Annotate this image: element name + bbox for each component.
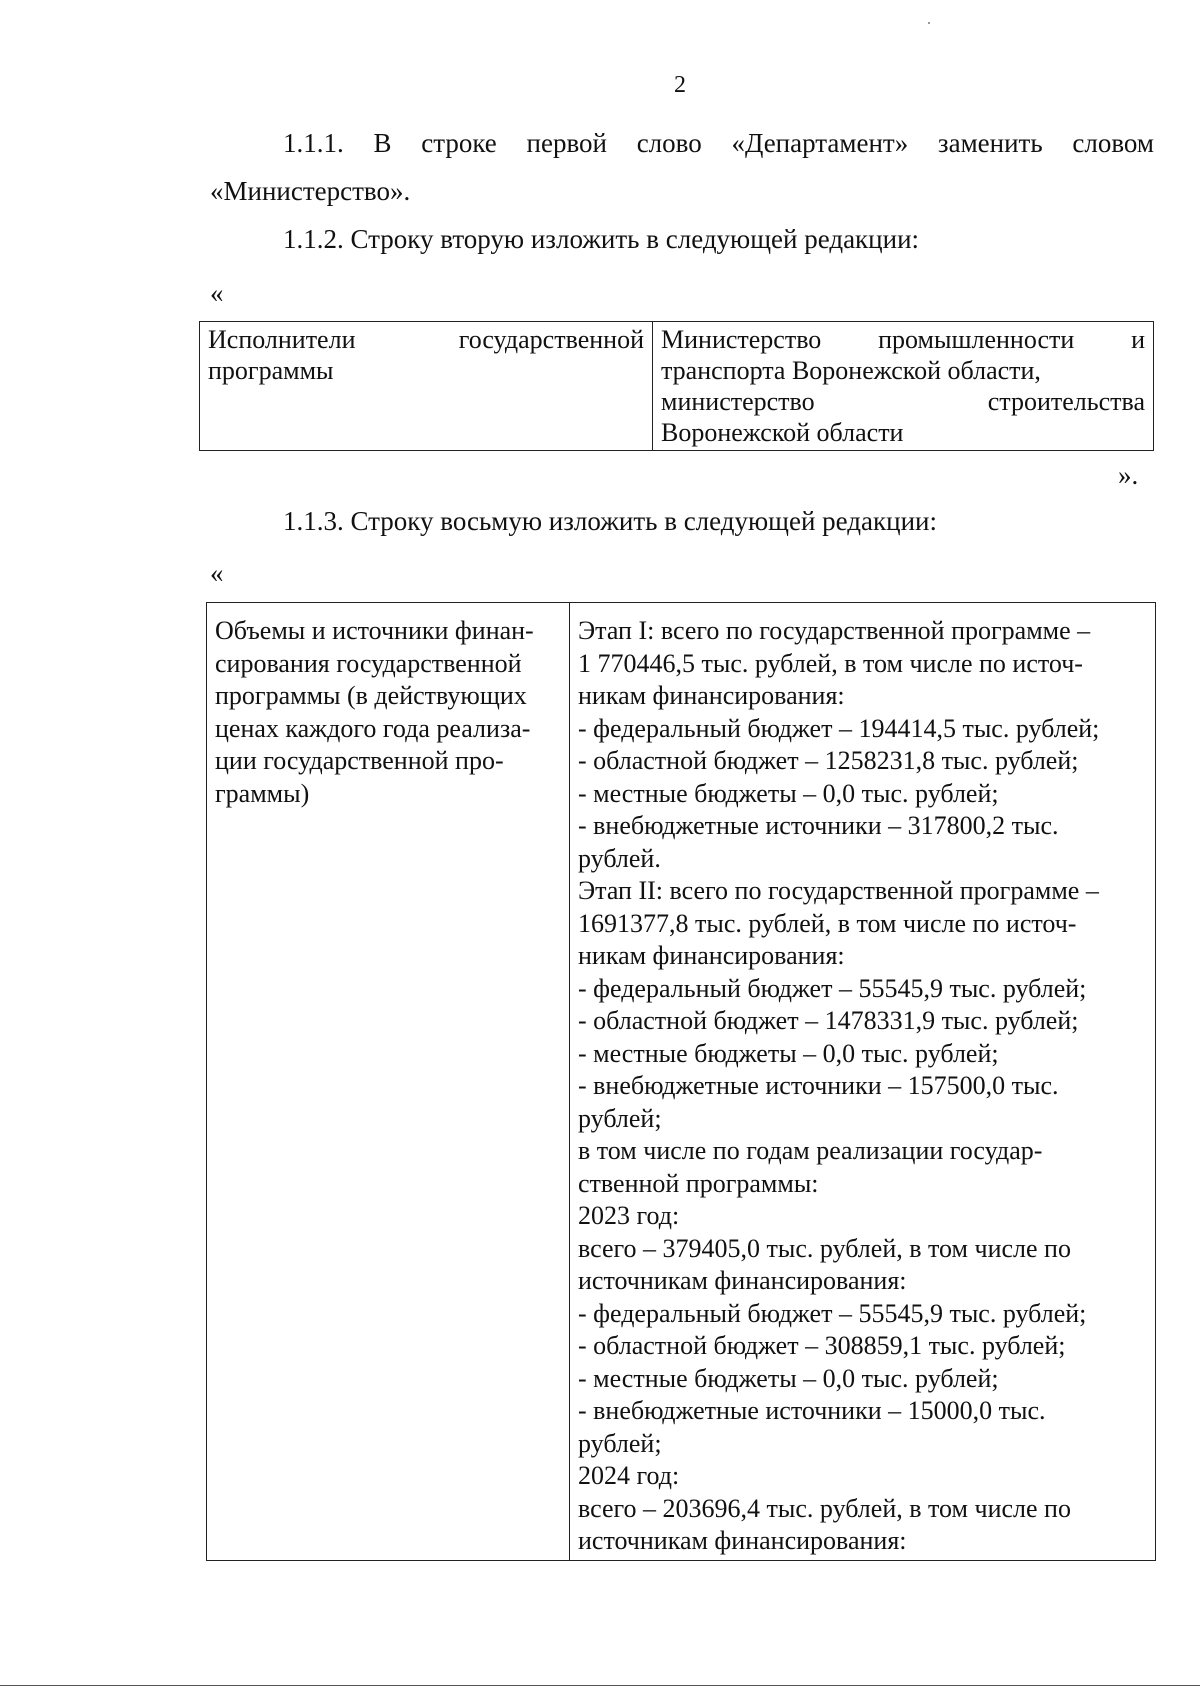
funding-value-line: Этап II: всего по государственной программе – (578, 876, 1099, 905)
item-1-1-1-line1: 1.1.1. В строке первой слово «Департамент» заменить словом (283, 128, 1154, 158)
funding-value-line: - областной бюджет – 308859,1 тыс. рублей; (578, 1331, 1066, 1360)
funding-value-line: всего – 379405,0 тыс. рублей, в том числе по (578, 1233, 1071, 1263)
funding-value-line: рублей; (578, 1103, 662, 1133)
item-1-1-1-line2: «Министерство». (210, 176, 411, 206)
open-quote-1: « (210, 278, 224, 308)
funding-label-line: Объемы и источники финан- (215, 616, 534, 645)
funding-table (206, 602, 1156, 1561)
funding-value-line: никам финансирования: (578, 681, 845, 710)
funding-value-line: - федеральный бюджет – 194414,5 тыс. рублей; (578, 713, 1100, 743)
funding-value-line: источникам финансирования: (578, 1526, 907, 1555)
executors-value-line2: транспорта Воронежской области, (661, 356, 1041, 385)
funding-value-line: - местные бюджеты – 0,0 тыс. рублей; (578, 1038, 999, 1068)
funding-value-line: рублей; (578, 1428, 662, 1458)
bottom-rule (0, 1685, 1200, 1686)
funding-value-line: рублей. (578, 843, 661, 873)
funding-value-line: Этап I: всего по государственной программе – (578, 616, 1091, 645)
funding-value-cell (570, 603, 1156, 1561)
executors-label-cell (200, 322, 653, 451)
item-1-1-3: 1.1.3. Строку восьмую изложить в следующей редакции: (283, 506, 937, 536)
funding-value-line: ственной программы: (578, 1168, 819, 1198)
funding-value-line: - федеральный бюджет – 55545,9 тыс. рублей; (578, 1298, 1087, 1328)
funding-label-line: сирования государственной (215, 648, 522, 678)
funding-value-line: 1691377,8 тыс. рублей, в том числе по источ- (578, 908, 1077, 938)
funding-label-cell (207, 603, 570, 1561)
executors-label-b: государственной (458, 325, 644, 354)
funding-value-line: источникам финансирования: (578, 1266, 907, 1295)
executors-value-line1: Министерство промышленности и (661, 325, 1145, 354)
page-number: 2 (674, 72, 686, 98)
scan-speck (928, 22, 930, 24)
funding-value-line: - местные бюджеты – 0,0 тыс. рублей; (578, 1363, 999, 1393)
funding-label-line: ции государственной про- (215, 746, 504, 775)
funding-value-line: - федеральный бюджет – 55545,9 тыс. рублей; (578, 973, 1087, 1003)
open-quote-2: « (210, 558, 224, 588)
funding-label-line: ценах каждого года реализа- (215, 713, 531, 743)
funding-label-line: программы (в действующих (215, 681, 527, 710)
funding-value-line: 1 770446,5 тыс. рублей, в том числе по источ- (578, 648, 1083, 678)
funding-value-line: - местные бюджеты – 0,0 тыс. рублей; (578, 778, 999, 808)
executors-value-line4: Воронежской области (661, 418, 904, 447)
funding-value-line: 2023 год: (578, 1201, 680, 1230)
funding-label-line: граммы) (215, 778, 310, 808)
close-quote-1: ». (1118, 460, 1139, 490)
item-1-1-2: 1.1.2. Строку вторую изложить в следующей редакции: (283, 224, 920, 254)
funding-value-line: никам финансирования: (578, 941, 845, 970)
funding-value-line: всего – 203696,4 тыс. рублей, в том числе по (578, 1493, 1071, 1523)
executors-label-line2: программы (208, 356, 334, 385)
funding-value-line: 2024 год: (578, 1461, 680, 1490)
executors-value-cell (653, 322, 1154, 451)
funding-value-line: в том числе по годам реализации государ- (578, 1136, 1043, 1165)
funding-value-line: - областной бюджет – 1258231,8 тыс. рублей; (578, 746, 1079, 775)
funding-value-line: - областной бюджет – 1478331,9 тыс. рублей; (578, 1006, 1079, 1035)
executors-value-line3: министерство строительства (661, 387, 1145, 416)
executors-table (199, 321, 1154, 451)
funding-value-line: - внебюджетные источники – 157500,0 тыс. (578, 1071, 1059, 1100)
funding-value-line: - внебюджетные источники – 15000,0 тыс. (578, 1396, 1046, 1425)
executors-label-a: Исполнители (208, 325, 356, 354)
funding-value-line: - внебюджетные источники – 317800,2 тыс. (578, 811, 1059, 840)
